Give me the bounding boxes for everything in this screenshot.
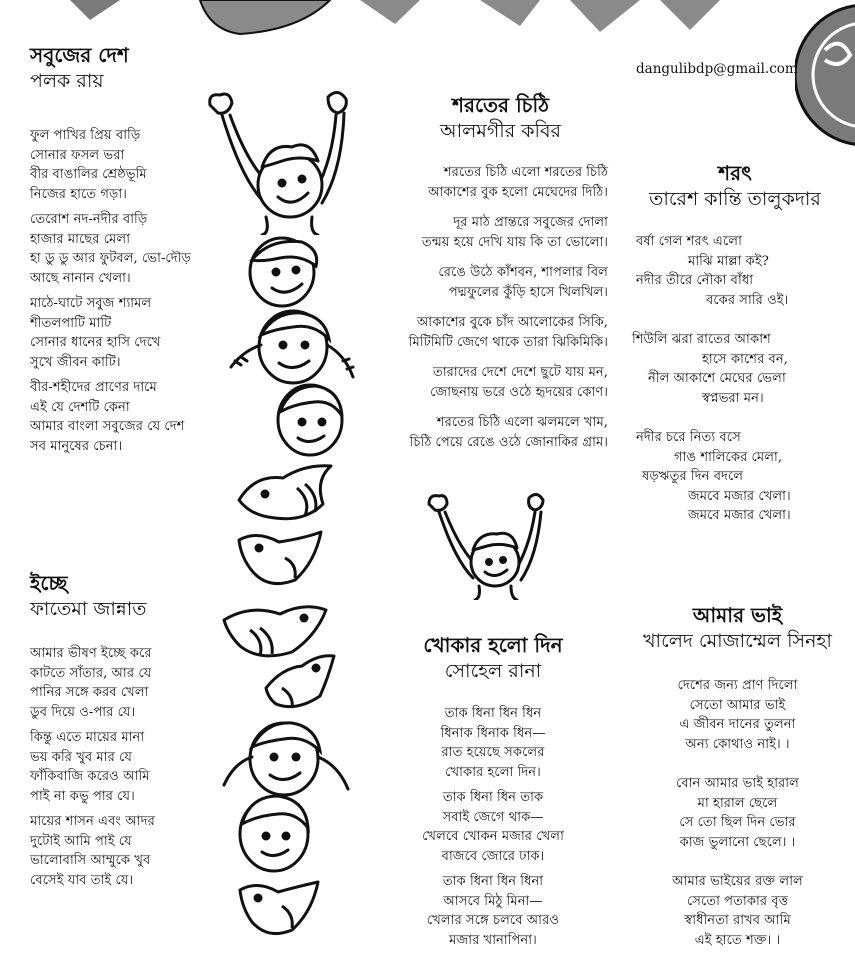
poem-line: চিঠি পেয়ে রেঙে ওঠে জোনাকির গ্রাম। <box>409 434 608 450</box>
poem-line: স্বাধীনতা রাখব আমি <box>684 913 791 928</box>
poem-title: সবুজের দেশ <box>30 43 129 67</box>
bird-1-illustration <box>235 460 335 525</box>
poem-line: এই যে দেশটি কেনা <box>30 399 130 415</box>
child-face-braids-2-illustration <box>218 715 353 800</box>
poem-title: ইচ্ছে <box>30 571 68 595</box>
poem-line: নদীর চরে নিত্য বসে <box>636 430 741 445</box>
poem-line: বীর-শহীদের প্রাণের দামে <box>30 380 157 395</box>
poem-line: আসবে মিঠু মিনা— <box>443 893 543 909</box>
poem-line: অন্য কোথাও নাই। । <box>685 736 790 752</box>
poem-title: শরৎ <box>718 161 752 185</box>
poem-line: তন্ময় হয়ে দেখি যায় কি তা ভোলো। <box>421 234 608 250</box>
stanza <box>360 213 608 252</box>
poem-author: ফাতেমা জান্নাত <box>30 598 147 620</box>
poem-author: আলমগীর কবির <box>439 120 561 142</box>
contact-email: dangulibdp@gmail.com <box>636 61 798 77</box>
poem-line: পাই না কভু পার যে। <box>30 788 135 804</box>
poem-line: রাত হয়েছে সকলের <box>441 745 545 760</box>
poem-line: দেশের জন্য প্রাণ দিলো <box>677 678 798 693</box>
poem-line: কাটতে সাঁতার, আর যে <box>30 665 152 681</box>
poem-line: ডুব দিয়ে ও-পার যে। <box>30 704 136 720</box>
poem-line: মাঝি মাল্লা কই? <box>688 253 769 269</box>
stanza <box>620 872 855 950</box>
poem-line: পানির সঙ্গে করব খেলা <box>30 685 149 700</box>
poem-line: সেতো পতাকার বৃত্ত <box>686 893 789 909</box>
poem-line: বকের সারি ওই। <box>706 292 789 308</box>
poem-line: সোনার ধানের হাসি দেখে <box>30 335 161 350</box>
poem-line: শরতের চিঠি এলো ঝলমলে খাম, <box>436 415 608 430</box>
stanza <box>360 263 608 302</box>
poem-line: শিউলি ঝরা রাতের আকাশ <box>632 332 771 347</box>
poem-line: সব মানুষের চেনা। <box>30 438 123 454</box>
poem-line: তাক ধিনা ধিন ধিন <box>444 706 542 721</box>
poem-author: সোহেল রানা <box>444 660 542 682</box>
poem-line: তাক ধিনা ধিন ধিনা <box>442 874 544 889</box>
poem-author: তারেশ কান্তি তালুকদার <box>649 188 821 210</box>
poem-line: মিটিমিটি জেগে থাকে তারা ঝিকিমিকি। <box>408 334 608 350</box>
cheering-child-small-illustration <box>425 490 550 600</box>
poem-line: সোনার ফসল ভরা <box>30 147 125 163</box>
poem-line: ভালোবাসি আম্মুকে খুব <box>30 853 151 868</box>
stanza <box>360 163 608 202</box>
stanza <box>388 704 598 782</box>
poem-line: পদ্মফুলের কুঁড়ি হাসে খিলখিল। <box>448 284 608 300</box>
poem-line: রেঙে উঠে কাঁশবন, শাপলার বিল <box>438 265 608 280</box>
poem-line: নীল আকাশে মেঘের ভেলা <box>648 371 786 386</box>
poem-title: শরতের চিঠি <box>452 93 549 117</box>
poem-line: হাসে কাশের বন, <box>702 351 788 367</box>
poem-line: বর্ষা গেল শরৎ এলো <box>636 234 742 249</box>
poem-line: শরতের চিঠি এলো শরতের চিঠি <box>443 165 608 180</box>
poem-line: আকাশের বুকে চাঁদ আলোকের সিকি, <box>416 315 608 330</box>
stanza <box>388 872 598 950</box>
poem-line: এ জীবন দানের তুলনা <box>679 717 796 732</box>
poem-line: নদীর তীরে নৌকা বাঁধা <box>636 273 754 288</box>
poem-line: আকাশের বুক হলো মেঘেদের দিঠি। <box>428 184 608 200</box>
poem-title: আমার ভাই <box>692 603 783 627</box>
poem-line: জমবে মজার খেলা। <box>688 508 791 523</box>
corner-logo-icon <box>795 0 855 150</box>
poem-line: মা হারাল ছেলে <box>697 795 778 811</box>
poem-line: বোন আমার ভাই হারাল <box>676 776 799 791</box>
stanza <box>30 812 155 890</box>
poem-line: আমার ভাইয়ের রক্ত লাল <box>672 874 803 889</box>
poem-line: সে তো ছিল দিন ভোর <box>679 815 796 830</box>
poem-line: দুটোই আমি পাই যে <box>30 833 132 849</box>
poem-line: দূর মাঠ প্রান্তরে সবুজের দোলা <box>453 215 608 230</box>
stanza <box>30 294 191 372</box>
poem-shoroter-chithi-body <box>360 163 608 452</box>
stanza <box>360 413 608 452</box>
poem-line: জোছনায় ভরে ওঠে হৃদয়ের কোণ। <box>430 384 608 400</box>
poem-line: বাজবে জোরে ঢাক। <box>441 848 545 864</box>
poem-shorot-body <box>632 232 806 526</box>
poem-line: ষড়ঋতুর দিন বদলে <box>642 469 744 484</box>
poem-line: স্বপ্নভরা মন। <box>702 390 764 406</box>
child-face-braids-illustration <box>225 305 360 390</box>
poem-line: সবাই জেগে থাক— <box>442 809 544 825</box>
stanza <box>360 363 608 402</box>
stanza <box>620 774 855 852</box>
poem-shorot <box>625 160 845 212</box>
stanza <box>30 378 191 456</box>
poem-line: খেলার সঙ্গে চলবে আরও <box>426 913 560 928</box>
poem-line: মজার খানাপিনা। <box>449 932 537 948</box>
poem-line: নিজের হাতে গড়া। <box>30 186 127 202</box>
poem-line: মায়ের শাসন এবং আদর <box>30 814 155 829</box>
poem-ichchhe <box>30 570 155 890</box>
poem-line: আমার ভীষণ ইচ্ছে করে <box>30 646 152 661</box>
poem-line: শীতলপাটি মাটি <box>30 315 112 331</box>
stanza <box>620 676 855 754</box>
child-face-1-illustration <box>240 232 330 312</box>
stanza <box>632 330 806 408</box>
poem-line: হা ডু ডু আর ফুটবল, ভো-দৌড় <box>30 251 191 266</box>
poem-line: গাঙ শালিকের মেলা, <box>674 449 783 465</box>
bird-2-illustration <box>235 528 325 590</box>
child-face-2-illustration <box>270 380 350 460</box>
poem-line: খোকার হলো দিন। <box>445 764 541 780</box>
stanza <box>360 313 608 352</box>
poem-line: এই হাতে শক্ত। । <box>694 932 781 948</box>
poem-line: তারাদের দেশে দেশে ছুটে যায় মন, <box>432 365 608 380</box>
poem-line: খেলবে খোকন মজার খেলা <box>422 829 564 844</box>
poem-line: জমবে মজার খেলা। <box>688 488 791 504</box>
poem-line: বেসেই যাব তাই যে। <box>30 872 134 888</box>
poem-line: আছে নানান খেলা। <box>30 270 131 286</box>
stanza <box>636 428 806 526</box>
poem-author: পলক রায় <box>30 70 104 92</box>
poem-amar-bhai <box>620 602 855 950</box>
poem-line: কিন্তু এতে মায়ের মানা <box>30 730 145 745</box>
poem-line: হাজার মাছের মেলা <box>30 231 131 247</box>
poem-line: ফুল পাখির প্রিয় বাড়ি <box>30 128 141 143</box>
cheering-child-illustration <box>200 85 360 235</box>
poem-line: ভয় করি খুব মার যে <box>30 749 132 765</box>
poem-sobujer-desh <box>30 42 191 456</box>
poem-line: কাজ ভুলানো ছেলে। । <box>679 834 796 850</box>
poem-shoroter-chithi <box>388 92 613 144</box>
poem-line: সুখে জীবন কাটি। <box>30 354 121 370</box>
bird-5-illustration <box>236 878 321 940</box>
poem-line: তেরোশ নদ-নদীর বাড়ি <box>30 212 148 227</box>
stanza <box>636 232 806 310</box>
stanza <box>30 126 191 204</box>
child-face-3-illustration <box>232 790 317 875</box>
poem-line: বীর বাঙালির শ্রেষ্ঠভূমি <box>30 167 147 182</box>
top-banner-illustration <box>0 0 855 40</box>
stanza <box>30 728 155 806</box>
poem-line: ফাঁকিবাজি করেও আমি <box>30 769 150 784</box>
poem-line: সেতো আমার ভাই <box>689 697 786 713</box>
poem-line: তাক ধিনা ধিন তাক <box>442 790 544 805</box>
poem-line: ধিনাক ধিনাক ধিন— <box>440 725 546 741</box>
poem-author: খালেদ মোজাম্মেল সিনহা <box>643 630 832 652</box>
poem-line: আমার বাংলা সবুজের যে দেশ <box>30 419 185 434</box>
poem-khokar-holo-din <box>388 632 598 950</box>
bird-4-illustration <box>262 648 337 713</box>
poem-line: মাঠে-ঘাটে সবুজ শ্যামল <box>30 296 152 311</box>
stanza <box>30 644 155 722</box>
stanza <box>30 210 191 288</box>
stanza <box>388 788 598 866</box>
poem-title: খোকার হলো দিন <box>423 633 563 657</box>
